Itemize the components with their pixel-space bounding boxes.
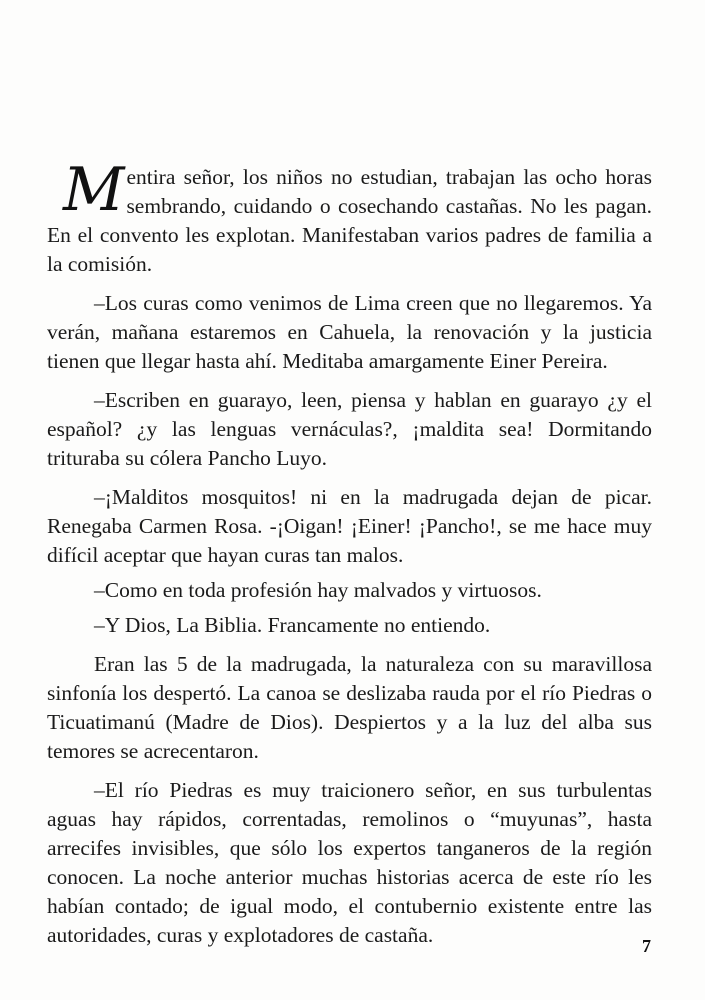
- paragraph-7: Eran las 5 de la madrugada, la naturaleza con su maravillosa sinfonía los despertó. La canoa se deslizaba rauda por el río Piedras o Ticuatimanú (Madre de Dios). Despiertos y a la luz del alba sus temores se acrecentaron.: [47, 652, 652, 763]
- paragraph-1: [47, 155, 652, 279]
- paragraph-5: –Como en toda profesión hay malvados y virtuosos.: [94, 578, 542, 602]
- paragraph-8: –El río Piedras es muy traicionero señor, en sus turbulentas aguas hay rápidos, correntadas, remolinos o “muyunas”, hasta arrecifes invisibles, que sólo los expertos tanganeros de la región conocen. La noche anterior muchas historias acerca de este río les habían contado; de igual modo, el contubernio existente entre las autoridades, curas y explotadores de castaña.: [47, 778, 652, 947]
- paragraph-3: –Escriben en guarayo, leen, piensa y hablan en guarayo ¿y el español? ¿y las lenguas vernáculas?, ¡maldita sea! Dormitando trituraba su cólera Pancho Luyo.: [47, 388, 652, 470]
- paragraph-6: –Y Dios, La Biblia. Francamente no entiendo.: [94, 613, 491, 637]
- paragraph-2: –Los curas como venimos de Lima creen que no llegaremos. Ya verán, mañana estaremos en Cahuela, la renovación y la justicia tienen que llegar hasta ahí. Meditaba amargamente Einer Pereira.: [47, 291, 652, 373]
- drop-cap-letter: M: [63, 155, 125, 225]
- page-number: 7: [642, 936, 651, 956]
- paragraph-1-text: entira señor, los niños no estudian, trabajan las ocho horas sembrando, cuidando o cosechando castañas. No les pagan. En el convento les explotan. Manifestaban varios padres de familia a la comisión.: [47, 165, 652, 276]
- paragraph-4: –¡Malditos mosquitos! ni en la madrugada dejan de picar. Renegaba Carmen Rosa. -¡Oigan! ¡Einer! ¡Pancho!, se me hace muy difícil aceptar que hayan curas tan malos.: [47, 485, 652, 567]
- body-text: [47, 155, 652, 960]
